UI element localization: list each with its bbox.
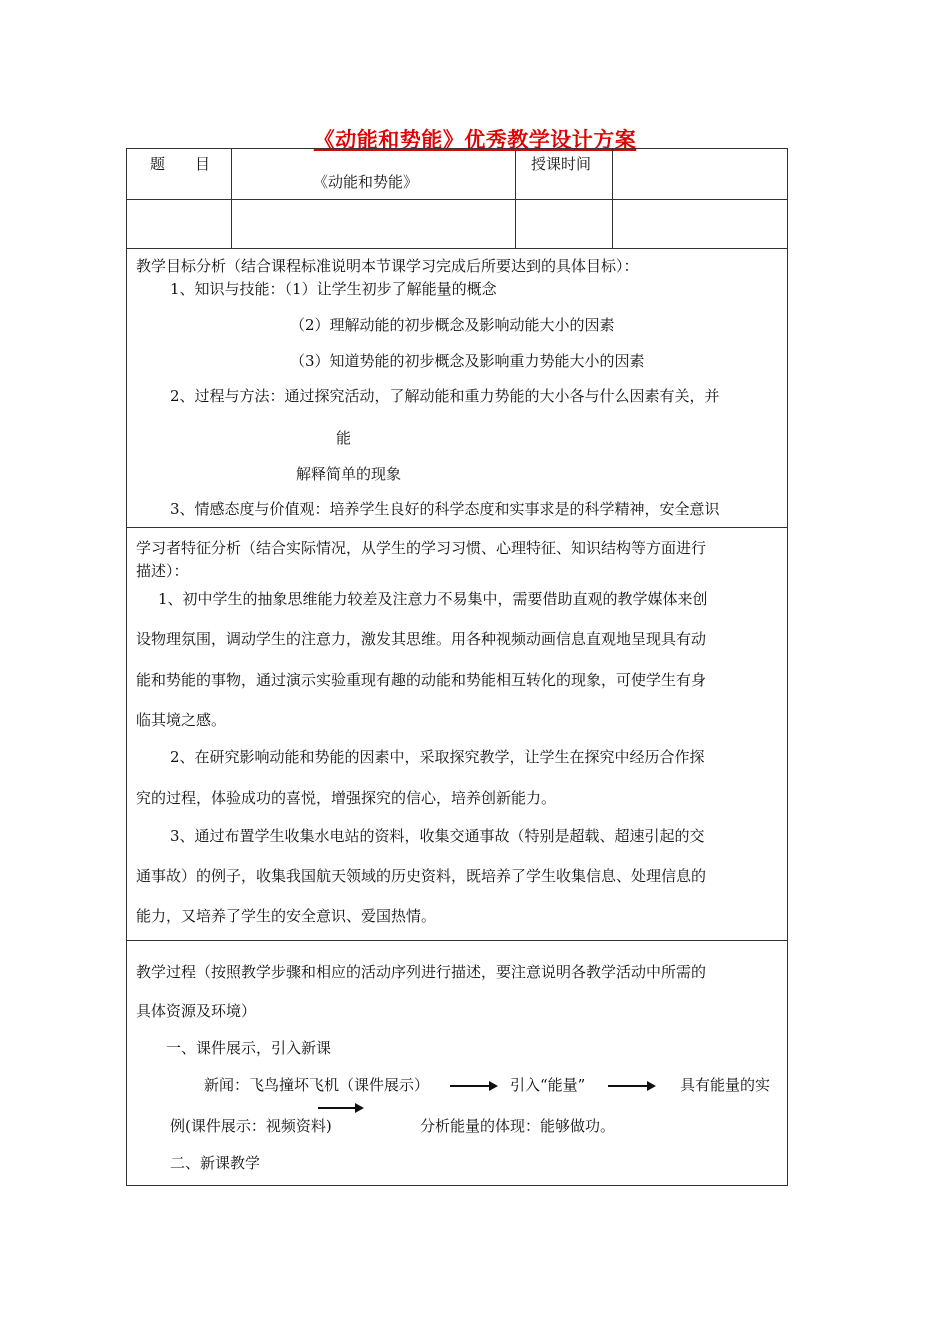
- learner-line: 2、在研究影响动能和势能的因素中，采取探究教学，让学生在探究中经历合作探: [170, 748, 705, 766]
- table-row-divider: [126, 199, 788, 200]
- objective-line: 解释简单的现象: [296, 465, 402, 483]
- flow-text: 引入“能量”: [510, 1076, 586, 1094]
- topic-value: 《动能和势能》: [313, 173, 419, 191]
- process-heading: 具体资源及环境）: [136, 1002, 257, 1020]
- process-heading: 教学过程（按照教学步骤和相应的活动序列进行描述，要注意说明各教学活动中所需的: [136, 963, 707, 981]
- process-step: 一、课件展示，引入新课: [166, 1039, 332, 1057]
- table-col-divider: [612, 148, 613, 248]
- learner-line: 临其境之感。: [136, 711, 227, 729]
- learners-heading: 学习者特征分析（结合实际情况，从学生的学习习惯、心理特征、知识结构等方面进行: [136, 539, 707, 557]
- objective-line: （3）知道势能的初步概念及影响重力势能大小的因素: [290, 352, 645, 370]
- flow-text: 分析能量的体现：能够做功。: [420, 1117, 616, 1135]
- topic-label: 题 目: [150, 155, 211, 173]
- learner-line: 3、通过布置学生收集水电站的资料，收集交通事故（特别是超载、超速引起的交: [170, 827, 705, 845]
- table-row-divider: [126, 248, 788, 249]
- learner-line: 设物理氛围，调动学生的注意力，激发其思维。用各种视频动画信息直观地呈现具有动: [136, 630, 707, 648]
- learner-line: 1、初中学生的抽象思维能力较差及注意力不易集中，需要借助直观的教学媒体来创: [158, 590, 708, 608]
- objective-line: 2、过程与方法：通过探究活动，了解动能和重力势能的大小各与什么因素有关，并: [170, 387, 720, 405]
- table-col-divider: [231, 148, 232, 248]
- arrow-right-icon: [318, 1107, 356, 1109]
- learner-line: 究的过程，体验成功的喜悦，增强探究的信心，培养创新能力。: [136, 789, 557, 807]
- table-row-divider: [126, 940, 788, 941]
- document-title: 《动能和势能》优秀教学设计方案: [313, 128, 637, 152]
- arrow-right-icon: [608, 1085, 648, 1087]
- learner-line: 能和势能的事物，通过演示实验重现有趣的动能和势能相互转化的现象，可使学生有身: [136, 671, 707, 689]
- flow-text: 例(课件展示：视频资料): [170, 1117, 332, 1135]
- objective-line: （2）理解动能的初步概念及影响动能大小的因素: [290, 316, 615, 334]
- objective-line: 能: [336, 429, 352, 447]
- table-col-divider: [515, 148, 516, 248]
- process-step: 二、新课教学: [170, 1154, 261, 1172]
- objective-line: 1、知识与技能：（1）让学生初步了解能量的概念: [170, 280, 497, 298]
- time-label: 授课时间: [531, 155, 592, 173]
- objective-line: 3、情感态度与价值观：培养学生良好的科学态度和实事求是的科学精神，安全意识: [170, 500, 720, 518]
- lesson-plan-table: [126, 148, 788, 1186]
- learner-line: 能力，又培养了学生的安全意识、爱国热情。: [136, 907, 437, 925]
- learner-line: 通事故）的例子，收集我国航天领域的历史资料，既培养了学生收集信息、处理信息的: [136, 867, 707, 885]
- learners-heading: 描述）：: [136, 562, 189, 580]
- arrow-right-icon: [450, 1085, 490, 1087]
- objectives-heading: 教学目标分析（结合课程标准说明本节课学习完成后所要达到的具体目标）：: [136, 257, 639, 275]
- flow-text: 具有能量的实: [680, 1076, 771, 1094]
- table-row-divider: [126, 527, 788, 528]
- flow-text: 新闻：飞鸟撞坏飞机（课件展示）: [204, 1076, 430, 1094]
